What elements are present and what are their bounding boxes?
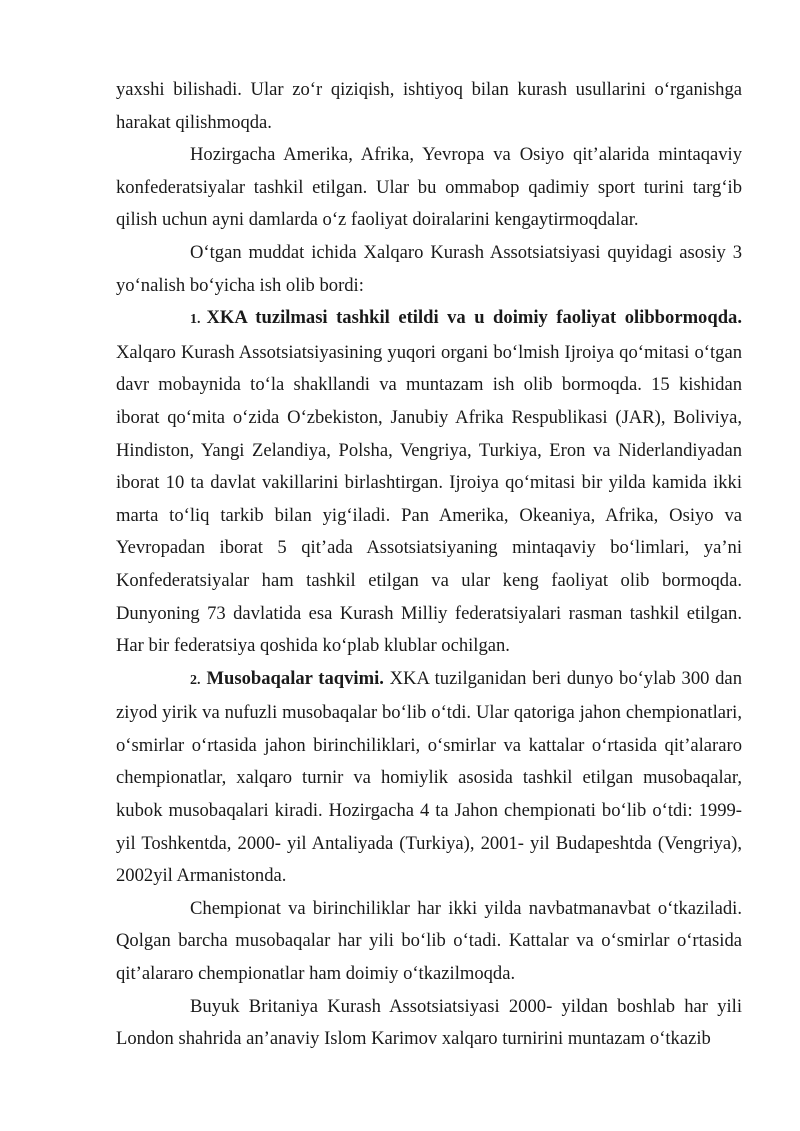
paragraph-item-2: [116, 663, 742, 893]
item-heading: XKA tuzilmasi tashkil etildi va u doimiy faoliyat olibbormoqda.: [206, 307, 742, 329]
paragraph-text: Chempionat va birinchiliklar har ikki yilda navbatmanavbat o‘tkaziladi. Qolgan barcha musobaqalar har yili bo‘lib o‘tadi. Kattalar va o‘smirlar o‘rtasida qit’alararo chempionatlar ham doimiy o‘tkazilmoqda.: [116, 897, 742, 985]
paragraph-text: yaxshi bilishadi. Ular zo‘r qiziqish, ishtiyoq bilan kurash usullarini o‘rganishga harakat qilishmoqda.: [116, 79, 742, 133]
list-number: 1.: [190, 312, 201, 328]
paragraph-britain: [116, 991, 742, 1056]
paragraph-text: XKA tuzilganidan beri dunyo bo‘ylab 300 dan ziyod yirik va nufuzli musobaqalar bo‘lib o‘tdi. Ular qatoriga jahon chempionatlari, o‘smirlar o‘rtasida jahon birinchiliklari, o‘smirlar va kattalar o‘rtasida qit’alararo chempionatlar, xalqaro turnir va homiylik asosida tashkil etilgan musobaqalar, kubok musobaqalari kiradi. Hozirgacha 4 ta Jahon chempionati bo‘lib o‘tdi: 1999- yil Toshkentda, 2000- yil Antaliyada (Turkiya), 2001- yil Budapeshtda (Vengriya), 2002yil Armanistonda.: [116, 667, 742, 887]
paragraph-directions-intro: [116, 237, 742, 302]
paragraph-text: Buyuk Britaniya Kurash Assotsiatsiyasi 2000- yildan boshlab har yili London shahrida an’anaviy Islom Karimov xalqaro turnirini muntazam o‘tkazib: [116, 995, 742, 1050]
paragraph-championships: [116, 893, 742, 991]
document-page: [116, 74, 742, 1056]
paragraph-continuation: [116, 74, 742, 139]
paragraph-text: O‘tgan muddat ichida Xalqaro Kurash Assotsiatsiyasi quyidagi asosiy 3 yo‘nalish bo‘yicha ish olib bordi:: [116, 241, 742, 296]
paragraph-text: Xalqaro Kurash Assotsiatsiyasining yuqori organi bo‘lmish Ijroiya qo‘mitasi o‘tgan davr mobaynida to‘la shakllandi va muntazam ish olib bormoqda. 15 kishidan iborat qo‘mita o‘zida O‘zbekiston, Janubiy Afrika Respublikasi (JAR), Boliviya, Hindiston, Yangi Zelandiya, Polsha, Vengriya, Turkiya, Eron va Niderlandiyadan iborat 10 ta davlat vakillarini birlashtirgan. Ijroiya qo‘mitasi bir yilda kamida ikki marta to‘liq tarkib bilan yig‘iladi. Pan Amerika, Okeaniya, Afrika, Osiyo va Yevropadan iborat 5 qit’ada Assotsiatsiyaning mintaqaviy bo‘limlari, ya’ni Konfederatsiyalar ham tashkil etilgan va ular keng faoliyat olib bormoqda. Dunyoning 73 davlatida esa Kurash Milliy federatsiyalari rasman tashkil etilgan. Har bir federatsiya qoshida ko‘plab klublar ochilgan.: [116, 341, 742, 657]
paragraph-text: Hozirgacha Amerika, Afrika, Yevropa va Osiyo qit’alarida mintaqaviy konfederatsiyalar tashkil etilgan. Ular bu ommabop qadimiy sport turini targ‘ib qilish uchun ayni damlarda o‘z faoliyat doiralarini kengaytirmoqdalar.: [116, 144, 742, 231]
item-heading: Musobaqalar taqvimi.: [206, 667, 384, 689]
paragraph-item-1: [116, 302, 742, 663]
list-number: 2.: [190, 672, 201, 688]
paragraph-confederations: [116, 139, 742, 237]
